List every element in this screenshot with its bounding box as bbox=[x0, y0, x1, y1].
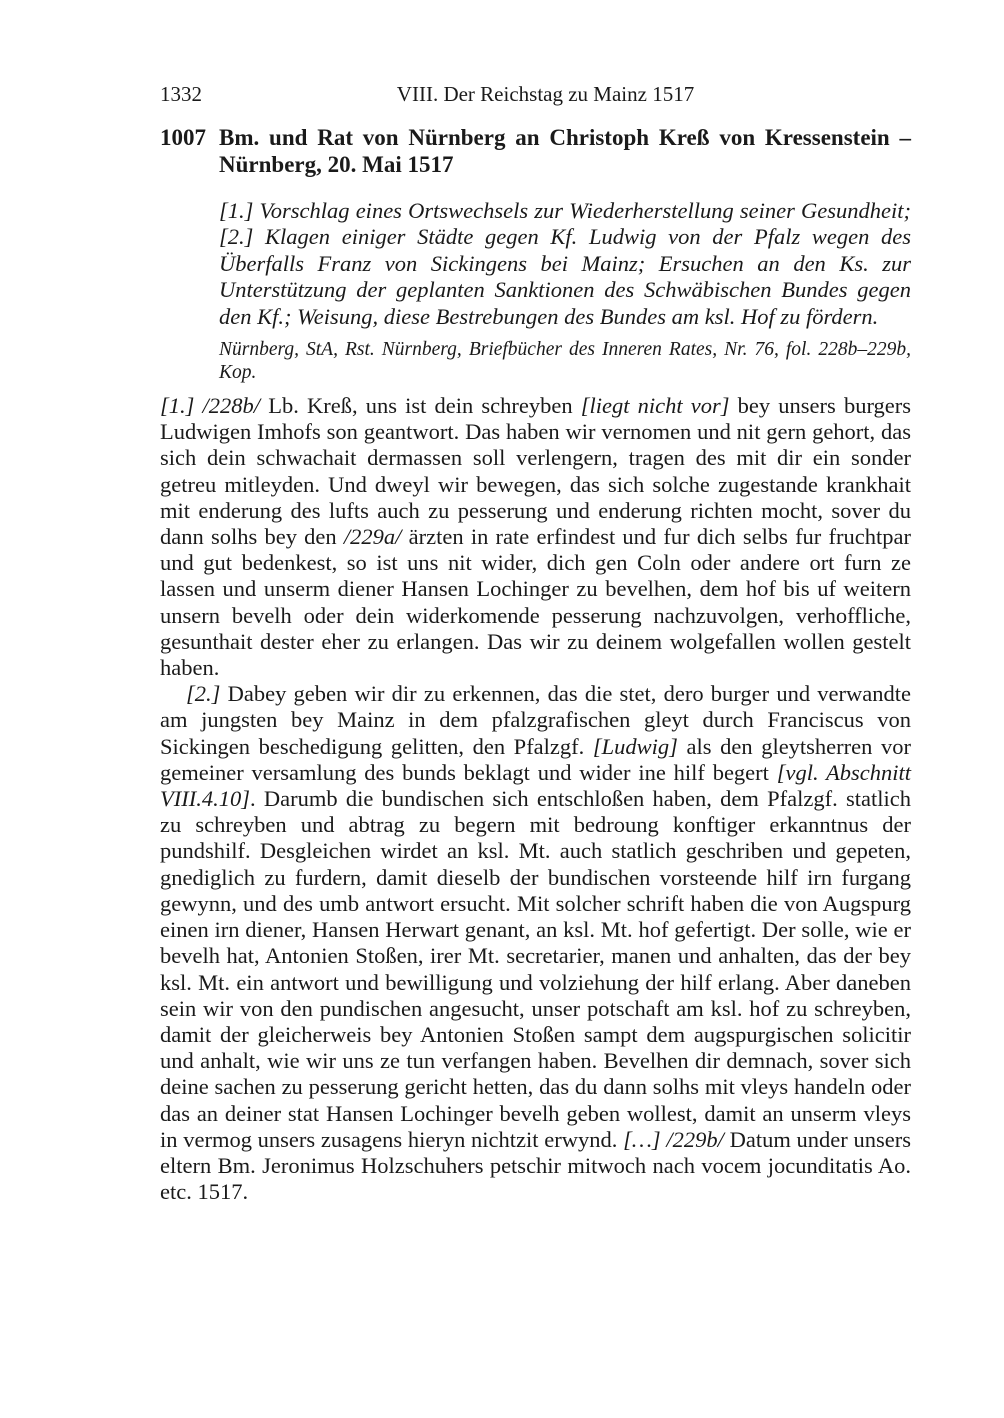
paragraph-text: ärzten in rate erfindest und fur dich selbs fur fruchtpar und gut bedenkest, so ist uns nit wider, dich gen Coln oder andere ort furn ze lassen und unserm diener Hansen Lochinger zu bevelhen, dem hof bis uf weitern unsern bevelh oder dein widerkomende pesserung nachzuvolgen, verhoffliche, gesunthait dester eher zu erlangen. Das wir zu deinem wolgefallen wollen gestelt haben. bbox=[160, 524, 911, 681]
paragraph-text: Lb. Kreß, uns ist dein schreyben bbox=[260, 393, 581, 419]
running-title: VIII. Der Reichstag zu Mainz 1517 bbox=[396, 82, 695, 106]
paragraph-text: bey unsers burgers Ludwigen Imhofs son geantwort. Das haben wir vernomen und nit gern gehort, das sich dein schwachait dermassen soll verlengern, tragen des mit dir ein sonder getreu mitleyden. Und dweyl wir bewegen, das sich solche zugestande krankhait mit enderung des lufts auch zu pesserung und enderung richten mocht, sover du dann solhs bey den bbox=[160, 393, 912, 550]
document-body bbox=[160, 393, 911, 1205]
editorial-note: […] bbox=[623, 1126, 661, 1152]
document-page bbox=[160, 78, 911, 1205]
section-marker: [2.] bbox=[186, 681, 221, 707]
folio-marker: /229b/ bbox=[666, 1126, 724, 1152]
paragraph-2 bbox=[160, 681, 911, 1205]
folio-marker: /228b/ bbox=[202, 393, 261, 419]
paragraph-text: Dabey geben wir dir zu erkennen, das die stet, dero burger und verwandte am jungsten bey Mainz in dem pfalzgrafischen gleyt durch Franciscus von Sickingen beschedigung gelitten, den Pfalzgf. bbox=[160, 681, 911, 759]
editorial-note: [Ludwig] bbox=[592, 733, 678, 759]
paragraph-text: Datum under unsers eltern Bm. Jeronimus Holzschuhers petschir mitwoch nach vocem jocunditatis Ao. etc. 1517. bbox=[160, 1126, 911, 1205]
editorial-note: [liegt nicht vor] bbox=[580, 393, 730, 419]
document-heading bbox=[160, 124, 911, 178]
page-number: 1332 bbox=[160, 82, 202, 106]
paragraph-text: . Darumb die bundischen sich entschloßen haben, dem Pfalzgf. statlich zu schreyben und abtrag zu begern mit bedroung konftiger erkanntnus der pundshilf. Desgleichen wirdet an ksl. Mt. auch statlich geschriben und gepeten, gnediglich zu furdern, damit dieselb der bundischen vorsteende hilf irn furgang gewynn, und des umb antwort ersucht. Mit solcher schrift haben die von Augspurg einen irn diener, Hansen Herwart genant, an ksl. Mt. hof gefertigt. Der solle, wie er bevelh hat, Antonien Stoßen, irer Mt. secretarier, manen und anhalten, das der bey ksl. Mt. ein antwort und bewilligung und volziehung der hilf erlang. Aber daneben sein wir von den pundischen angesucht, unser potschaft am ksl. hof zu schreyben, damit der gleicherweis bey Antonien Stoßen sampt dem augspurgischen solicitir und anhalt, wie wir uns ze tun verfangen haben. Bevelhen dir demnach, sover sich deine sachen zu pesserung gericht hetten, das du dann solhs mit vleys handeln oder das an deiner stat Hansen Lochinger bevelh geben wollest, damit an unserm vleys in vermog unsers zusagens hieryn nichtzit erwynd. bbox=[160, 786, 911, 1152]
paragraph-text: als den gleytsherren vor gemeiner versamlung des bunds beklagt und wider ine hilf begert bbox=[160, 733, 911, 785]
document-regest: [1.] Vorschlag eines Ortswechsels zur Wiederherstellung seiner Gesundheit; [2.] Klagen einiger Städte gegen Kf. Ludwig von der Pfalz wegen des Überfalls Franz von Sickingens bei Mainz; Ersuchen an den Ks. zur Unterstützung der geplanten Sanktionen des Schwäbischen Bundes gegen den Kf.; Weisung, diese Bestrebungen des Bundes am ksl. Hof zu fördern. bbox=[219, 198, 911, 329]
document-number: 1007 bbox=[160, 125, 206, 150]
document-source: Nürnberg, StA, Rst. Nürnberg, Briefbücher des Inneren Rates, Nr. 76, fol. 228b–229b, Kop. bbox=[219, 339, 911, 384]
folio-marker: /229a/ bbox=[343, 524, 402, 550]
document-title: Bm. und Rat von Nürnberg an Christoph Kreß von Kressenstein – Nürnberg, 20. Mai 1517 bbox=[219, 125, 911, 177]
paragraph-1 bbox=[160, 393, 911, 681]
running-header bbox=[160, 78, 911, 110]
section-marker: [1.] bbox=[160, 393, 195, 419]
editorial-note: [vgl. Abschnitt VIII.4.10] bbox=[160, 759, 912, 812]
